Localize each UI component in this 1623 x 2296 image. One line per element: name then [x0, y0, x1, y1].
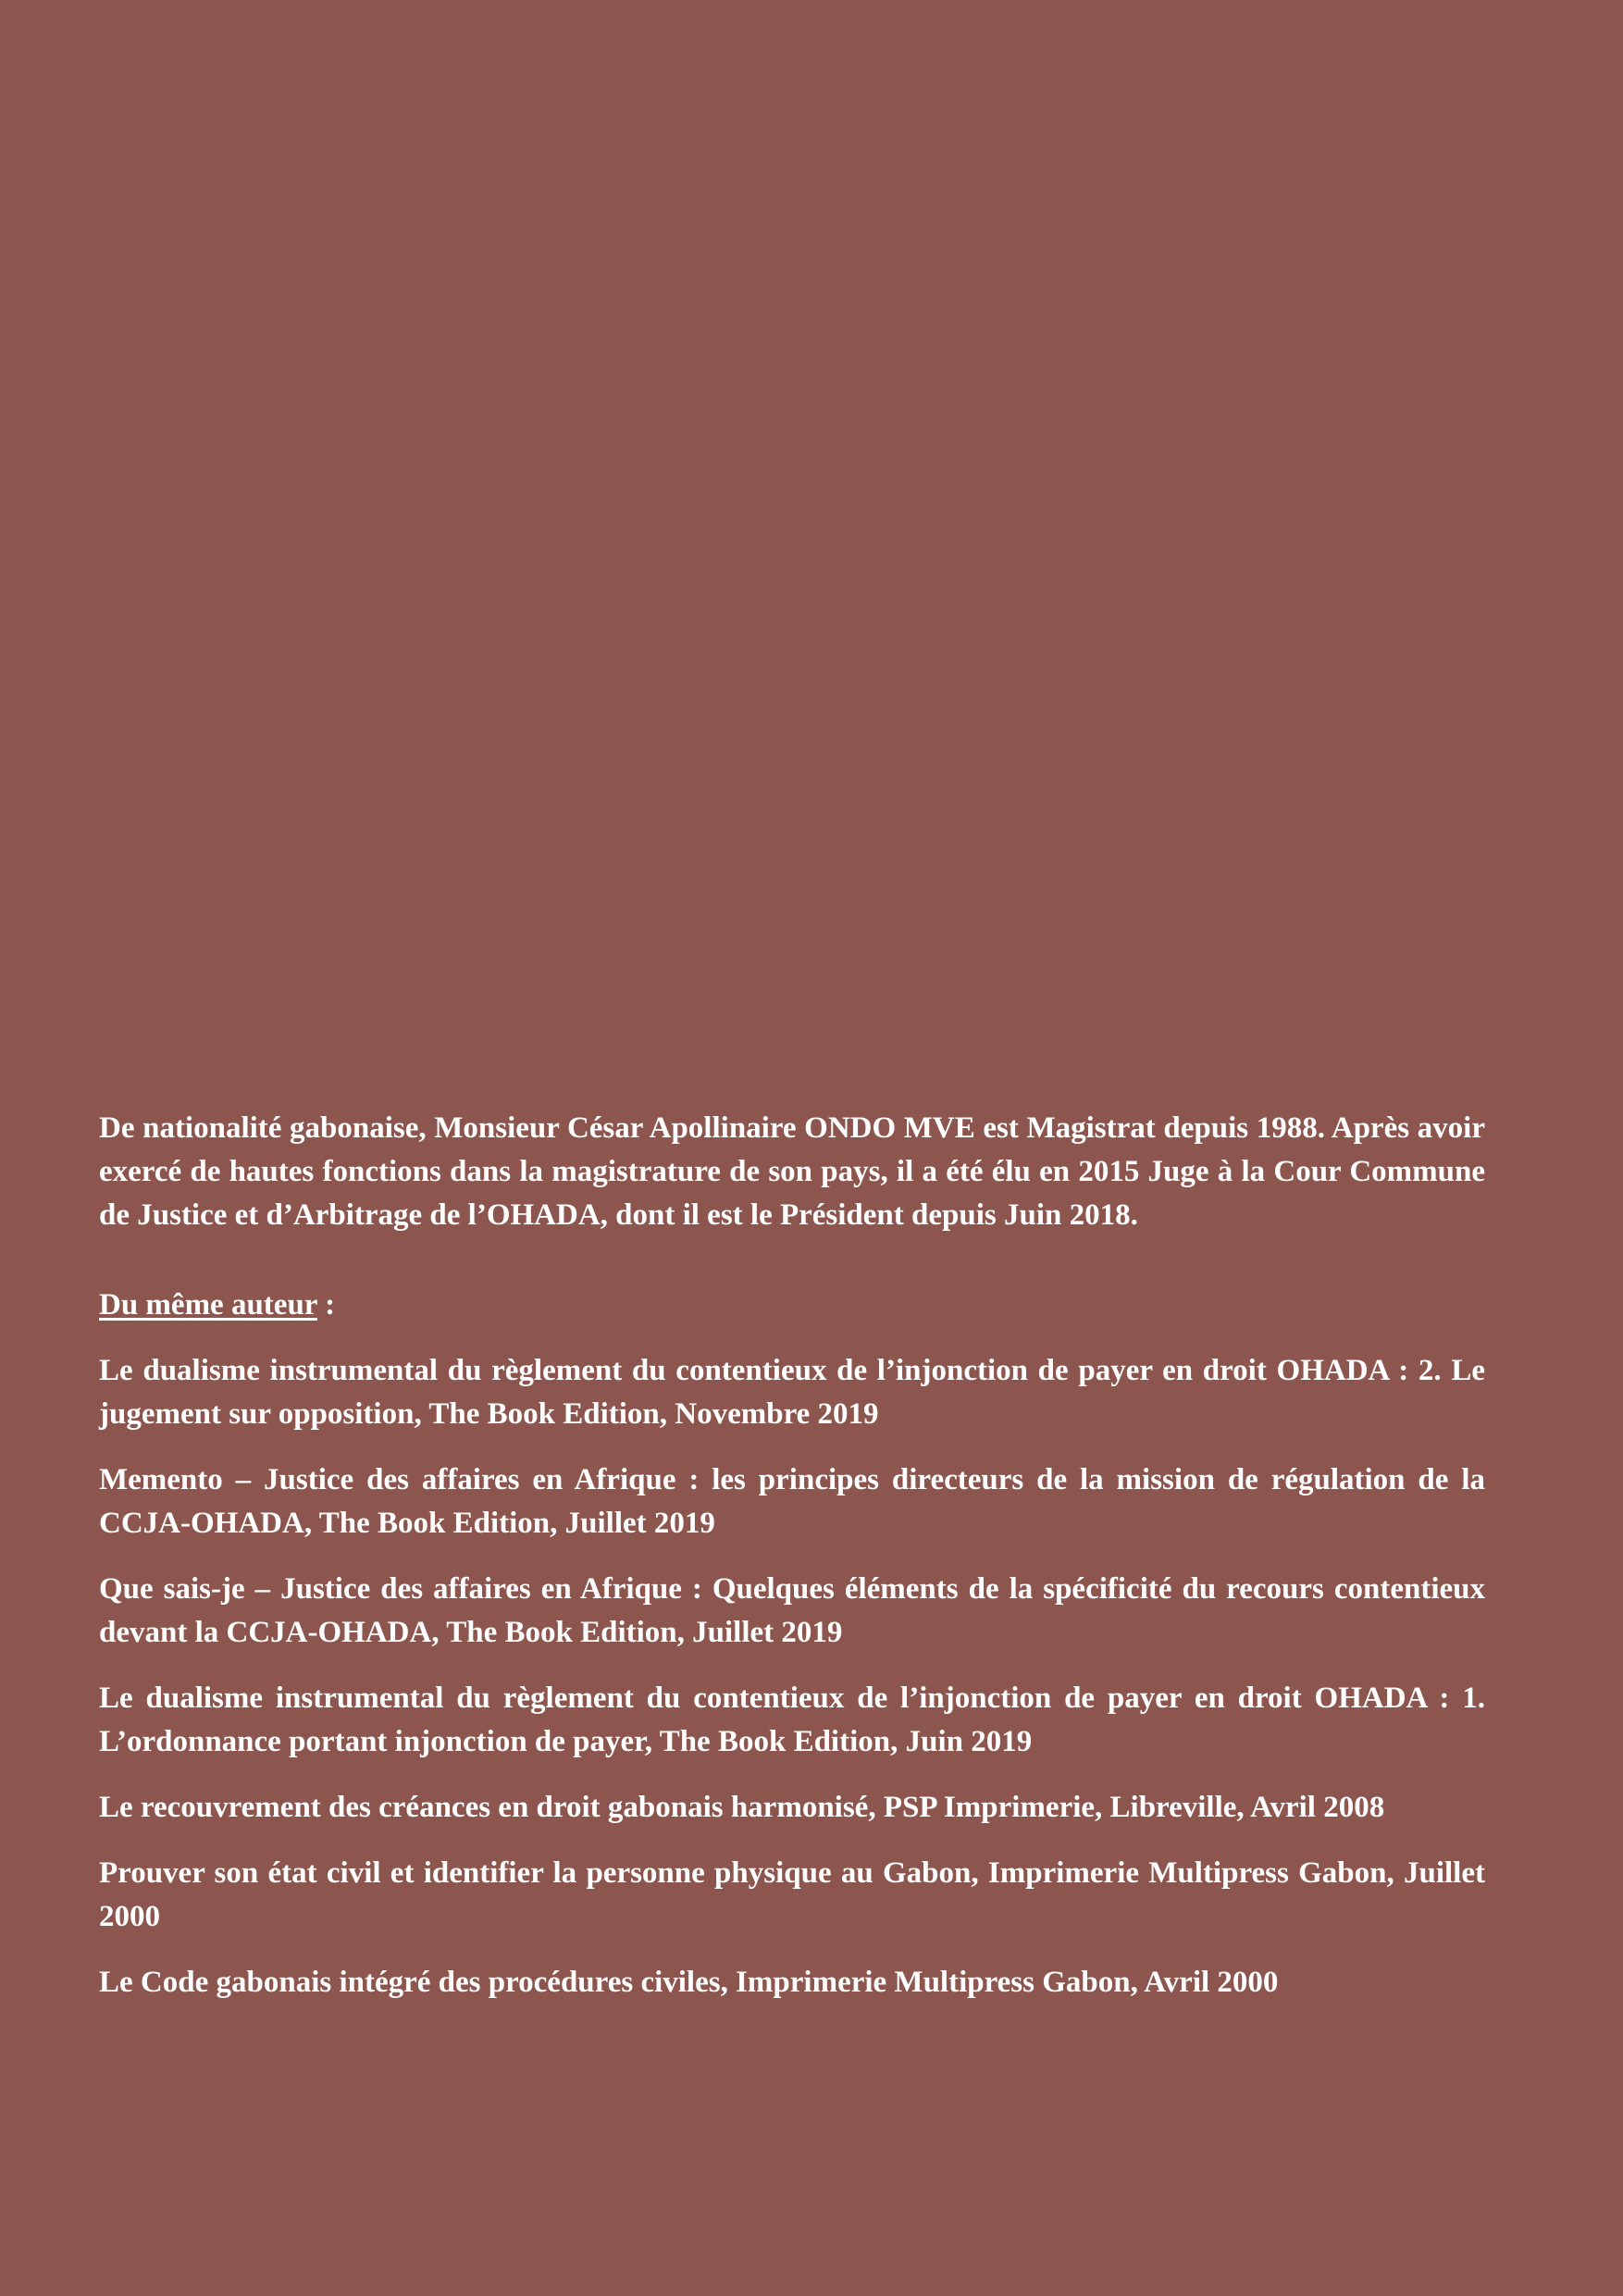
work-item: Prouver son état civil et identifier la personne physique au Gabon, Imprimerie Multipress Gabon, Juillet 2000 [99, 1856, 1485, 1933]
work-item: Le dualisme instrumental du règlement du contentieux de l’injonction de payer en droit OHADA : 1. L’ordonnance portant injonction de payer, The Book Edition, Juin 2019 [99, 1682, 1485, 1758]
work-item: Memento – Justice des affaires en Afrique : les principes directeurs de la mission de régulation de la CCJA-OHADA, The Book Edition, Juillet 2019 [99, 1463, 1485, 1540]
works-heading-label: Du même auteur [99, 1288, 317, 1322]
work-item: Le recouvrement des créances en droit gabonais harmonisé, PSP Imprimerie, Libreville, Avril 2008 [99, 1791, 1385, 1824]
back-cover-text [99, 1107, 1485, 2004]
work-item: Le dualisme instrumental du règlement du contentieux de l’injonction de payer en droit OHADA : 2. Le jugement sur opposition, The Book Edition, Novembre 2019 [99, 1354, 1485, 1431]
works-heading [99, 1284, 1485, 1327]
works-heading-colon: : [316, 1288, 336, 1322]
work-item: Le Code gabonais intégré des procédures civiles, Imprimerie Multipress Gabon, Avril 2000 [99, 1966, 1279, 1999]
works-list [99, 1349, 1485, 2004]
author-biography: De nationalité gabonaise, Monsieur César Apollinaire ONDO MVE est Magistrat depuis 1988. Après avoir exercé de hautes fonctions dans la magistrature de son pays, il a été élu en 2015 Juge à la Cour Commune de Justice et d’Arbitrage de l’OHADA, dont il est le Président depuis Juin 2018. [99, 1111, 1485, 1232]
work-item: Que sais-je – Justice des affaires en Afrique : Quelques éléments de la spécificité du recours contentieux devant la CCJA-OHADA, The Book Edition, Juillet 2019 [99, 1572, 1485, 1649]
